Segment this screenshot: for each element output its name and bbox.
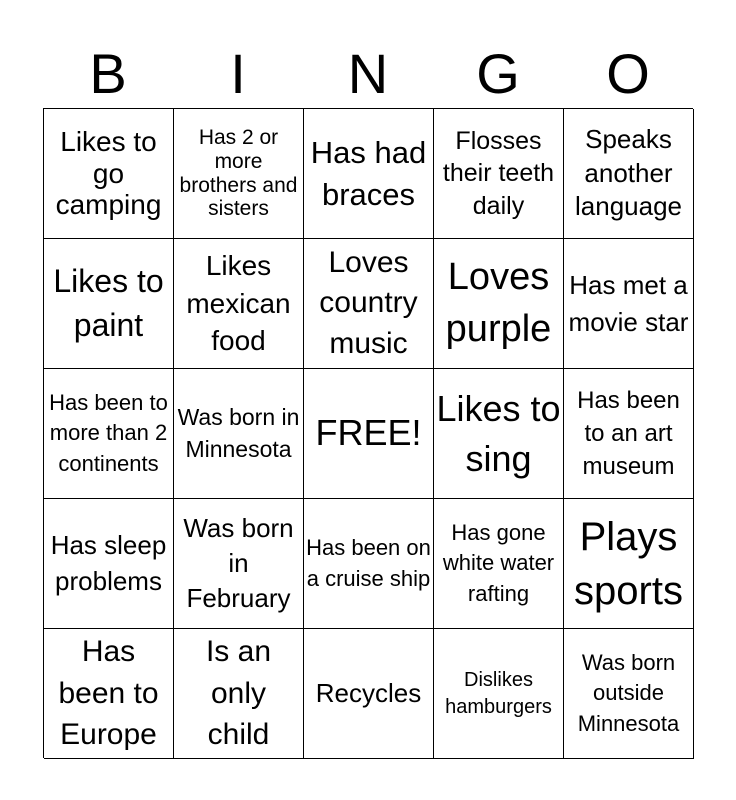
bingo-cell[interactable] [564, 369, 694, 499]
cell-text: Recycles [315, 677, 422, 708]
cell-text: Likes to go camping [55, 126, 162, 221]
bingo-cell[interactable] [564, 109, 694, 239]
cell-text: Loves country music [319, 245, 418, 360]
cell-text: Likes to sing [436, 387, 561, 479]
cell-text: Has been on a cruise ship [306, 535, 431, 591]
bingo-cell[interactable] [564, 239, 694, 369]
bingo-cell[interactable] [44, 239, 174, 369]
header-letter-n: N [347, 42, 389, 105]
bingo-cell[interactable] [564, 499, 694, 629]
cell-text: Has sleep problems [50, 530, 167, 596]
bingo-cell[interactable] [434, 109, 564, 239]
cell-text: Has 2 or more brothers and sisters [179, 126, 298, 221]
cell-text: Was born outside Minnesota [577, 649, 680, 736]
bingo-header [43, 40, 693, 108]
bingo-cell[interactable] [174, 499, 304, 629]
bingo-cell[interactable] [44, 109, 174, 239]
bingo-cell[interactable] [304, 629, 434, 759]
cell-text: Likes to paint [53, 263, 164, 343]
cell-text: Has gone white water rafting [442, 519, 555, 606]
bingo-cell[interactable] [304, 499, 434, 629]
bingo-grid [43, 108, 693, 758]
bingo-cell[interactable] [44, 499, 174, 629]
cell-text: Likes mexican food [186, 249, 291, 357]
cell-text: Flosses their teeth daily [442, 126, 555, 220]
cell-text: Has been to more than 2 continents [49, 389, 168, 476]
cell-text: Was born in Minnesota [177, 403, 300, 462]
bingo-cell free-space[interactable] [304, 369, 434, 499]
header-letter-i: I [230, 42, 246, 105]
cell-text: Plays sports [574, 514, 683, 613]
cell-text: Has met a movie star [568, 269, 689, 337]
bingo-cell[interactable] [174, 109, 304, 239]
bingo-cell[interactable] [304, 109, 434, 239]
bingo-cell[interactable] [434, 239, 564, 369]
cell-text: FREE! [315, 412, 422, 454]
cell-text: Is an only child [205, 635, 272, 752]
cell-text: Was born in February [183, 512, 294, 614]
cell-text: Has been to an art museum [577, 386, 680, 481]
cell-text: Has been to Europe [58, 635, 159, 752]
bingo-cell[interactable] [434, 369, 564, 499]
bingo-cell[interactable] [174, 629, 304, 759]
bingo-cell[interactable] [434, 629, 564, 759]
header-letter-o: O [606, 42, 650, 105]
bingo-cell[interactable] [434, 499, 564, 629]
header-letter-b: B [89, 42, 127, 105]
bingo-cell[interactable] [174, 239, 304, 369]
bingo-cell[interactable] [44, 369, 174, 499]
header-letter-g: G [476, 42, 520, 105]
bingo-cell[interactable] [304, 239, 434, 369]
cell-text: Loves purple [445, 256, 552, 350]
bingo-cell[interactable] [174, 369, 304, 499]
cell-text: Has had braces [310, 134, 427, 212]
cell-text: Dislikes hamburgers [445, 668, 552, 718]
bingo-cell[interactable] [564, 629, 694, 759]
cell-text: Speaks another language [575, 123, 682, 222]
bingo-cell[interactable] [44, 629, 174, 759]
